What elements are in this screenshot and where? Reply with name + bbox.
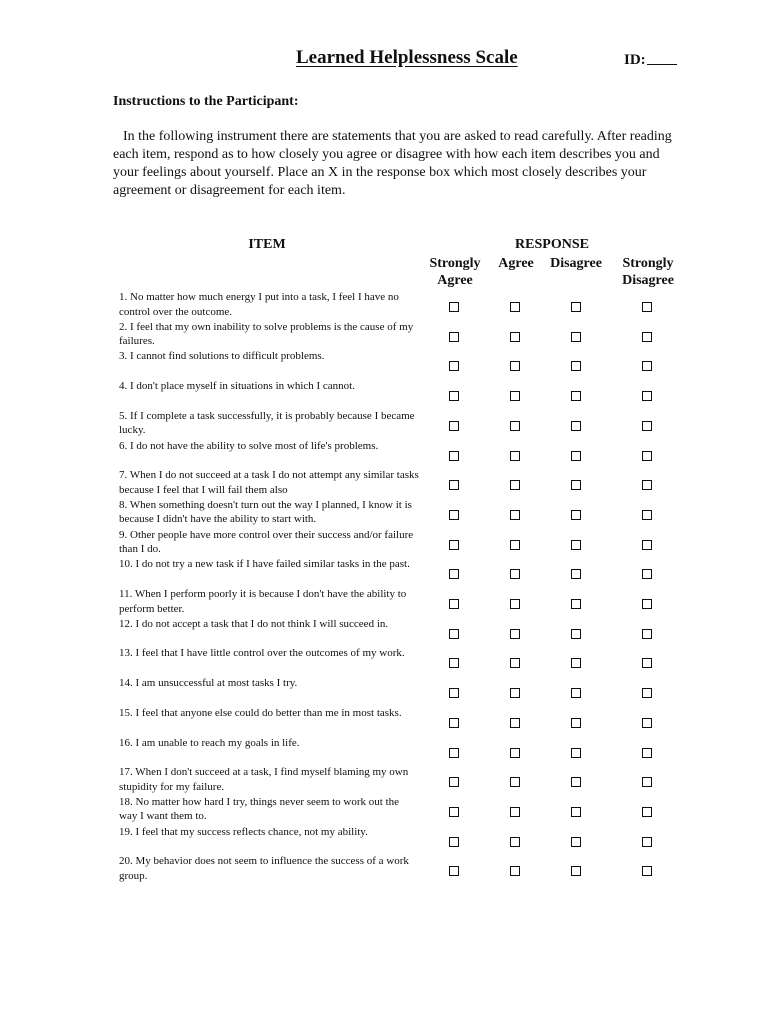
- instructions-heading: Instructions to the Participant:: [113, 94, 299, 109]
- disagree-checkbox[interactable]: [571, 332, 581, 342]
- agree-checkbox[interactable]: [510, 837, 520, 847]
- instructions-text: In the following instrument there are statements that you are asked to read carefully. After reading each item, respond as to how closely you agree or disagree with how each item describes you and your feelings about yourself. Place an X in the response box which most closely describes your agreement or disagreement for each item.: [113, 129, 672, 198]
- agree-checkbox[interactable]: [510, 451, 520, 461]
- agree-checkbox[interactable]: [510, 866, 520, 876]
- strongly-disagree-checkbox[interactable]: [642, 748, 652, 758]
- strongly-agree-checkbox[interactable]: [449, 569, 459, 579]
- agree-checkbox[interactable]: [510, 718, 520, 728]
- strongly-agree-checkbox[interactable]: [449, 658, 459, 668]
- strongly-disagree-checkbox[interactable]: [642, 837, 652, 847]
- disagree-checkbox[interactable]: [571, 569, 581, 579]
- disagree-checkbox[interactable]: [571, 599, 581, 609]
- strongly-disagree-checkbox[interactable]: [642, 451, 652, 461]
- strongly-agree-checkbox[interactable]: [449, 510, 459, 520]
- strongly-disagree-checkbox[interactable]: [642, 658, 652, 668]
- disagree-checkbox[interactable]: [571, 777, 581, 787]
- strongly-disagree-checkbox[interactable]: [642, 361, 652, 371]
- strongly-disagree-checkbox[interactable]: [642, 569, 652, 579]
- strongly-agree-checkbox[interactable]: [449, 540, 459, 550]
- strongly-agree-checkbox[interactable]: [449, 777, 459, 787]
- disagree-checkbox[interactable]: [571, 807, 581, 817]
- strongly-agree-header: Strongly Agree: [429, 256, 481, 288]
- strongly-disagree-checkbox[interactable]: [642, 718, 652, 728]
- item-text: 10. I do not try a new task if I have failed similar tasks in the past.: [119, 558, 410, 571]
- item-text: 18. No matter how hard I try, things never seem to work out the way I want them to.: [119, 795, 400, 823]
- strongly-disagree-checkbox[interactable]: [642, 688, 652, 698]
- disagree-checkbox[interactable]: [571, 540, 581, 550]
- strongly-disagree-checkbox[interactable]: [642, 599, 652, 609]
- strongly-agree-checkbox[interactable]: [449, 718, 459, 728]
- agree-checkbox[interactable]: [510, 361, 520, 371]
- disagree-checkbox[interactable]: [571, 748, 581, 758]
- item-text: 19. I feel that my success reflects chance, not my ability.: [119, 825, 368, 838]
- agree-checkbox[interactable]: [510, 807, 520, 817]
- strongly-disagree-checkbox[interactable]: [642, 866, 652, 876]
- strongly-agree-checkbox[interactable]: [449, 748, 459, 758]
- agree-header: Agree: [498, 256, 534, 271]
- strongly-disagree-checkbox[interactable]: [642, 332, 652, 342]
- disagree-checkbox[interactable]: [571, 451, 581, 461]
- strongly-disagree-checkbox[interactable]: [642, 302, 652, 312]
- strongly-disagree-header: Strongly Disagree: [622, 256, 674, 288]
- strongly-agree-checkbox[interactable]: [449, 629, 459, 639]
- response-column-header: RESPONSE: [515, 237, 589, 252]
- disagree-checkbox[interactable]: [571, 688, 581, 698]
- item-text: 20. My behavior does not seem to influence the success of a work group.: [119, 855, 409, 882]
- item-text: 14. I am unsuccessful at most tasks I try.: [119, 677, 298, 690]
- disagree-checkbox[interactable]: [571, 658, 581, 668]
- agree-checkbox[interactable]: [510, 569, 520, 579]
- disagree-checkbox[interactable]: [571, 421, 581, 431]
- disagree-checkbox[interactable]: [571, 480, 581, 490]
- strongly-agree-checkbox[interactable]: [449, 361, 459, 371]
- disagree-checkbox[interactable]: [571, 510, 581, 520]
- item-text: 6. I do not have the ability to solve most of life's problems.: [119, 439, 379, 452]
- agree-checkbox[interactable]: [510, 510, 520, 520]
- item-text: 11. When I perform poorly it is because I don't have the ability to perform better.: [119, 588, 407, 615]
- strongly-agree-checkbox[interactable]: [449, 421, 459, 431]
- strongly-disagree-checkbox[interactable]: [642, 391, 652, 401]
- disagree-checkbox[interactable]: [571, 391, 581, 401]
- strongly-agree-checkbox[interactable]: [449, 332, 459, 342]
- item-text: 8. When something doesn't turn out the way I planned, I know it is because I didn't have the ability to start with.: [119, 498, 412, 526]
- item-text: 3. I cannot find solutions to difficult problems.: [119, 350, 325, 363]
- disagree-checkbox[interactable]: [571, 629, 581, 639]
- agree-checkbox[interactable]: [510, 332, 520, 342]
- strongly-agree-checkbox[interactable]: [449, 599, 459, 609]
- item-text: 15. I feel that anyone else could do better than me in most tasks.: [119, 706, 402, 719]
- item-text: 16. I am unable to reach my goals in life.: [119, 736, 300, 749]
- agree-checkbox[interactable]: [510, 480, 520, 490]
- disagree-checkbox[interactable]: [571, 718, 581, 728]
- strongly-disagree-checkbox[interactable]: [642, 480, 652, 490]
- id-blank-line[interactable]: [647, 64, 677, 65]
- item-text: 2. I feel that my own inability to solve problems is the cause of my failures.: [119, 320, 414, 348]
- strongly-agree-checkbox[interactable]: [449, 807, 459, 817]
- disagree-checkbox[interactable]: [571, 302, 581, 312]
- strongly-disagree-checkbox[interactable]: [642, 421, 652, 431]
- item-text: 7. When I do not succeed at a task I do not attempt any similar tasks because I feel that I will fail them also: [119, 469, 419, 496]
- strongly-agree-checkbox[interactable]: [449, 688, 459, 698]
- item-text: 5. If I complete a task successfully, it is probably because I became lucky.: [119, 409, 415, 437]
- agree-checkbox[interactable]: [510, 599, 520, 609]
- strongly-disagree-checkbox[interactable]: [642, 540, 652, 550]
- agree-checkbox[interactable]: [510, 540, 520, 550]
- strongly-agree-checkbox[interactable]: [449, 451, 459, 461]
- agree-checkbox[interactable]: [510, 748, 520, 758]
- strongly-disagree-checkbox[interactable]: [642, 807, 652, 817]
- item-text: 9. Other people have more control over their success and/or failure than I do.: [119, 528, 414, 556]
- strongly-agree-checkbox[interactable]: [449, 837, 459, 847]
- strongly-agree-checkbox[interactable]: [449, 302, 459, 312]
- item-text: 12. I do not accept a task that I do not think I will succeed in.: [119, 617, 389, 630]
- strongly-agree-checkbox[interactable]: [449, 866, 459, 876]
- disagree-checkbox[interactable]: [571, 837, 581, 847]
- disagree-header: Disagree: [550, 256, 602, 271]
- agree-checkbox[interactable]: [510, 302, 520, 312]
- agree-checkbox[interactable]: [510, 391, 520, 401]
- page-title: Learned Helplessness Scale: [296, 47, 518, 68]
- agree-checkbox[interactable]: [510, 421, 520, 431]
- id-field: [624, 52, 677, 69]
- item-text: 13. I feel that I have little control over the outcomes of my work.: [119, 647, 405, 660]
- disagree-checkbox[interactable]: [571, 361, 581, 371]
- item-text: 4. I don't place myself in situations in which I cannot.: [119, 380, 355, 393]
- item-text: 1. No matter how much energy I put into a task, I feel I have no control over the outcome.: [119, 291, 399, 318]
- strongly-disagree-checkbox[interactable]: [642, 777, 652, 787]
- agree-checkbox[interactable]: [510, 777, 520, 787]
- item-text: 17. When I don't succeed at a task, I find myself blaming my own stupidity for my failure.: [119, 766, 409, 793]
- strongly-agree-checkbox[interactable]: [449, 391, 459, 401]
- id-label: ID:: [624, 52, 646, 68]
- agree-checkbox[interactable]: [510, 658, 520, 668]
- agree-checkbox[interactable]: [510, 688, 520, 698]
- strongly-agree-checkbox[interactable]: [449, 480, 459, 490]
- item-column-header: ITEM: [248, 237, 286, 252]
- disagree-checkbox[interactable]: [571, 866, 581, 876]
- strongly-disagree-checkbox[interactable]: [642, 629, 652, 639]
- strongly-disagree-checkbox[interactable]: [642, 510, 652, 520]
- agree-checkbox[interactable]: [510, 629, 520, 639]
